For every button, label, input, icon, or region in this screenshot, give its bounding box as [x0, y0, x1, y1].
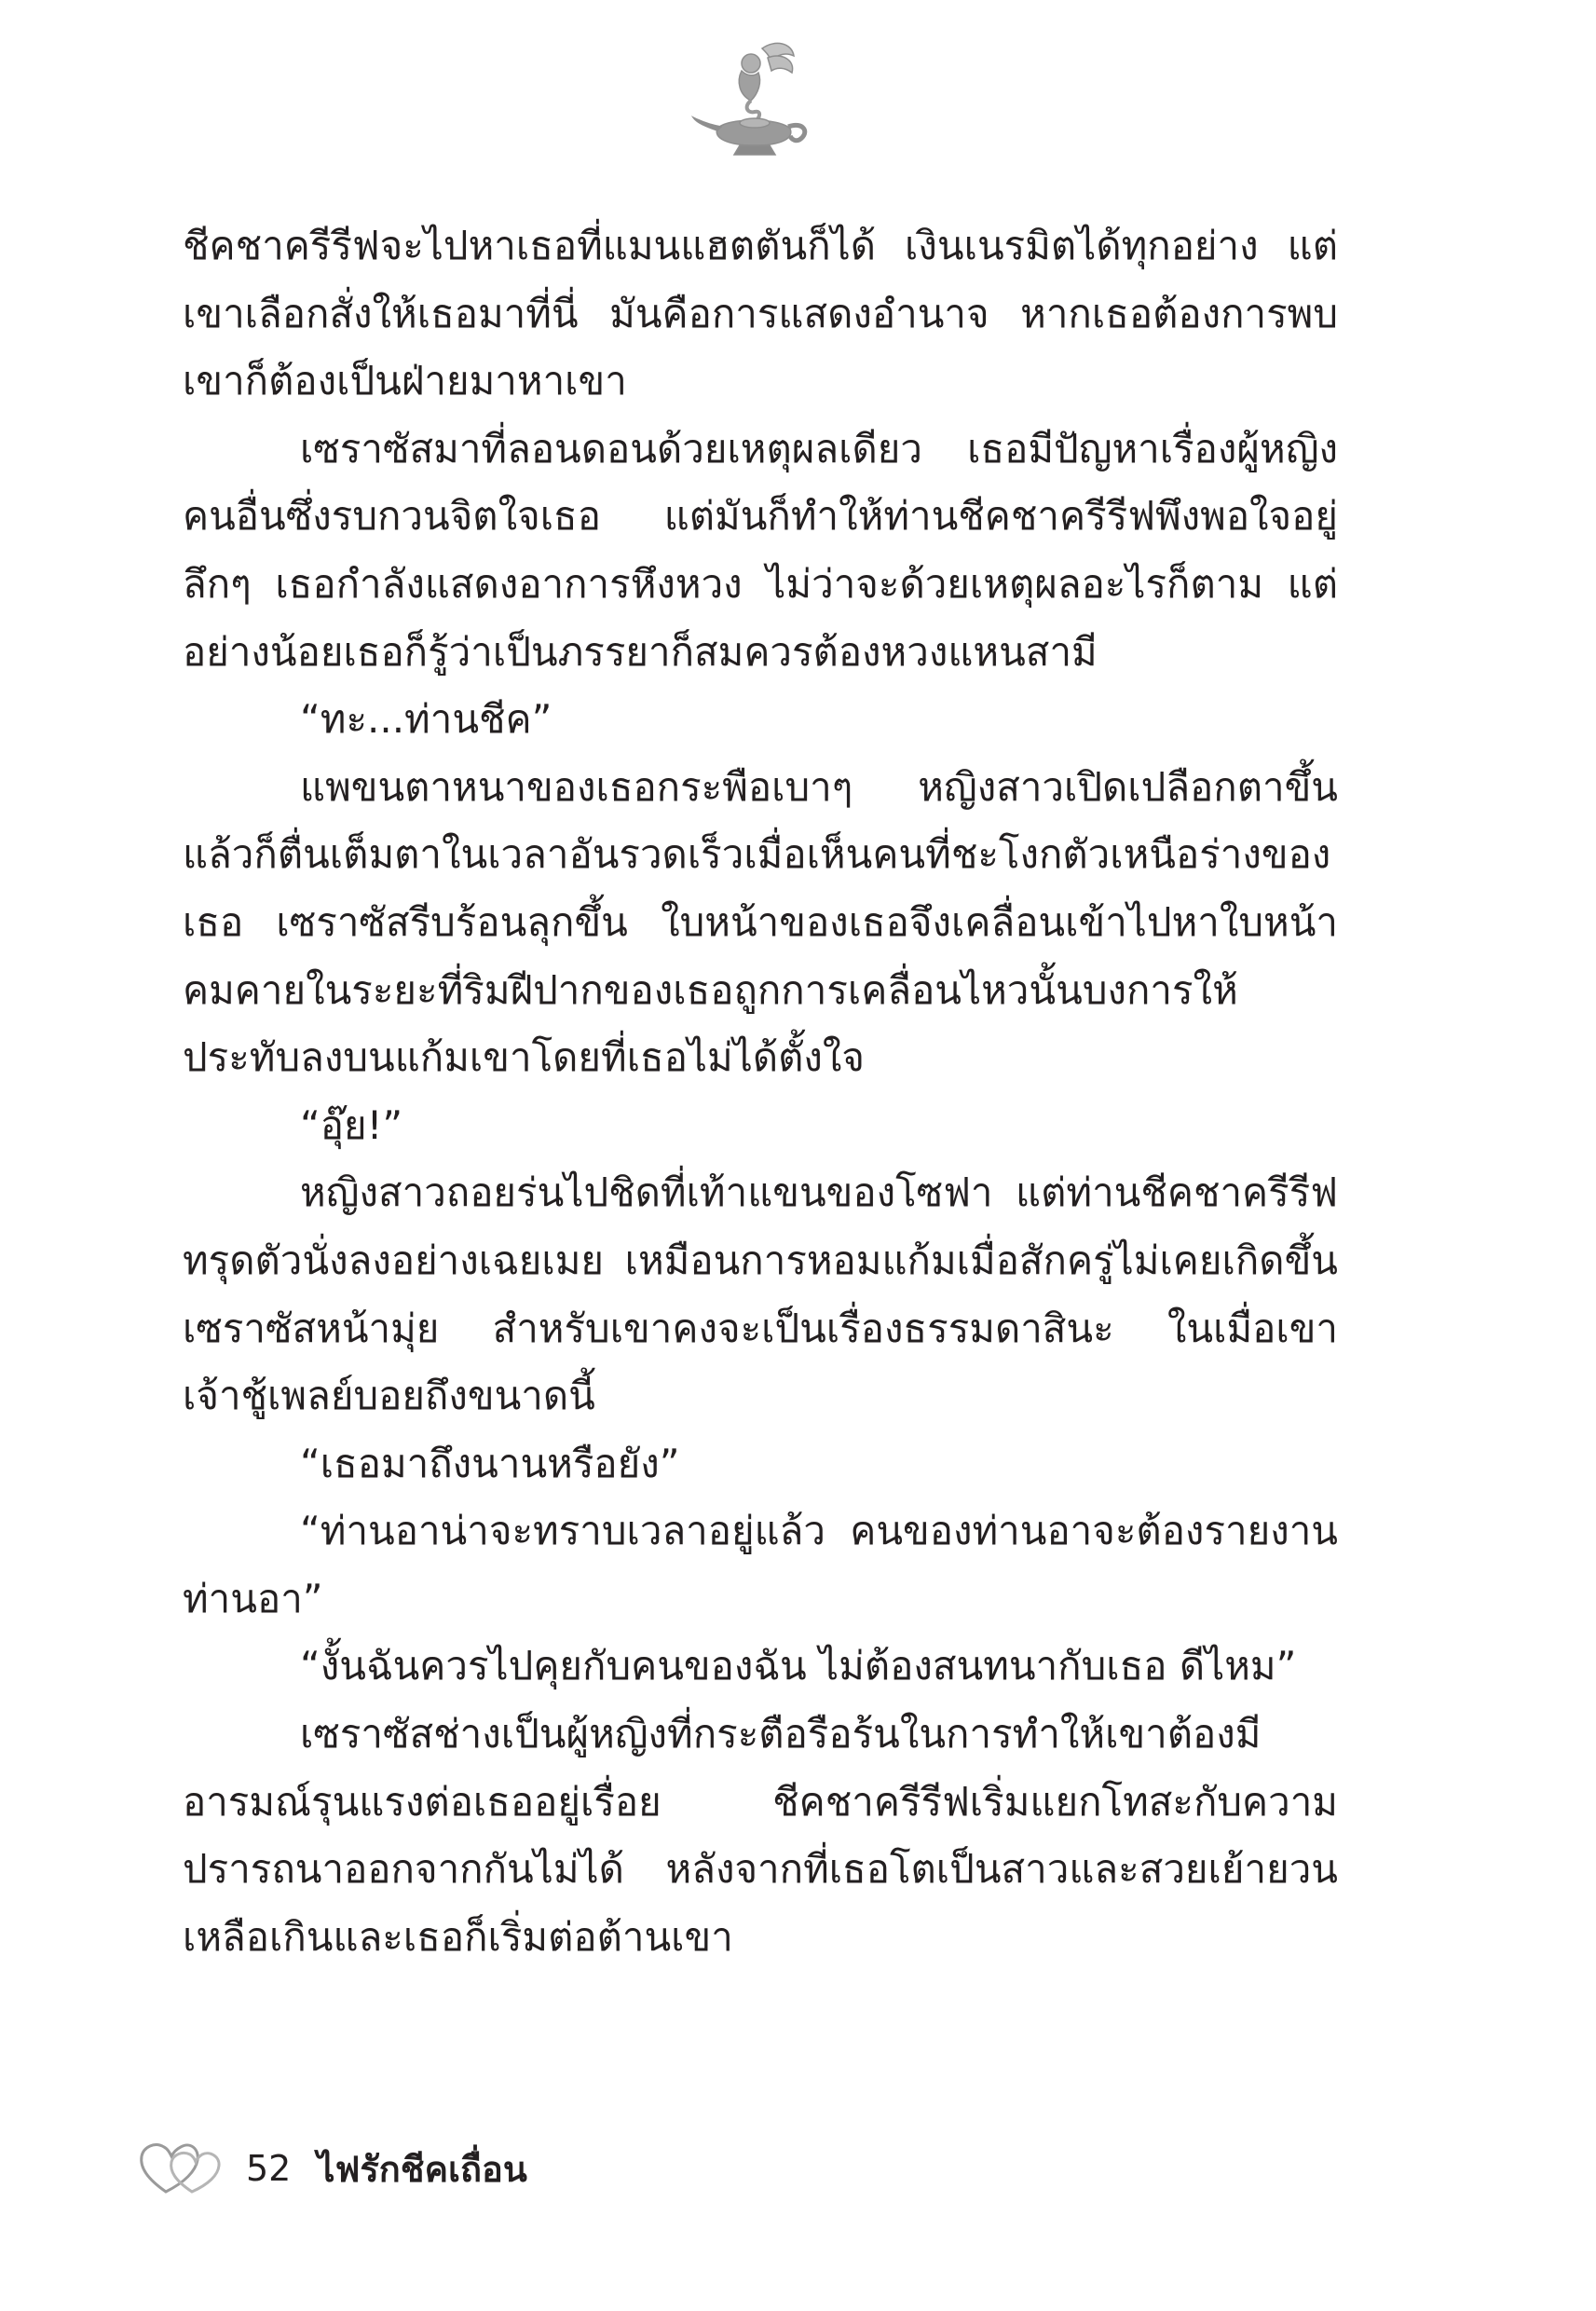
paragraph: เซราซัสช่างเป็นผู้หญิงที่กระตือรือร้นในการทำให้เขาต้องมีอารมณ์รุนแรงต่อเธออยู่เรื่อย ชีคชาครีรีฟเริ่มแยกโทสะกับความปรารถนาออกจากกันไม่ได้ หลังจากที่เธอโตเป็นสาวและสวยเย้ายวนเหลือเกินและเธอก็เริ่มต่อต้านเขา [183, 1711, 1338, 1960]
paragraph: ชีคชาครีรีฟจะไปหาเธอที่แมนแฮตตันก็ได้ เงินเนรมิตได้ทุกอย่าง แต่เขาเลือกสั่งให้เธอมาที่นี่ มันคือการแสดงอำนาจ หากเธอต้องการพบเขาก็ต้องเป็นฝ่ายมาหาเขา [183, 223, 1338, 404]
paragraph: แพขนตาหนาของเธอกระพือเบาๆ หญิงสาวเปิดเปลือกตาขึ้นแล้วก็ตื่นเต็มตาในเวลาอันรวดเร็วเมื่อเห็นคนที่ชะโงกตัวเหนือร่างของเธอ เซราซัสรีบร้อนลุกขึ้น ใบหน้าของเธอจึงเคลื่อนเข้าไปหาใบหน้าคมคายในระยะที่ริมฝีปากของเธอถูกการเคลื่อนไหวนั้นบงการให้ประทับลงบนแก้มเขาโดยที่เธอไม่ได้ตั้งใจ [183, 763, 1338, 1081]
book-title: ไฟรักชีคเถื่อน [317, 2148, 527, 2190]
dialogue-line: “ท่านอาน่าจะทราบเวลาอยู่แล้ว คนของท่านอาจะต้องรายงานท่านอา” [183, 1508, 1338, 1621]
page-footer [138, 2136, 527, 2201]
dialogue-line: “งั้นฉันควรไปคุยกับคนของฉัน ไม่ต้องสนทนากับเธอ ดีไหม” [300, 1643, 1297, 1689]
dialogue-line: “เธอมาถึงนานหรือยัง” [300, 1440, 680, 1486]
body-text [183, 212, 1338, 1971]
cupid-genie-lamp-icon [689, 39, 820, 162]
page-number: 52 [246, 2148, 292, 2189]
dialogue-line: “อุ๊ย!” [300, 1101, 403, 1148]
dialogue-line: “ทะ...ท่านชีค” [300, 696, 552, 743]
paragraph: เซราซัสมาที่ลอนดอนด้วยเหตุผลเดียว เธอมีปัญหาเรื่องผู้หญิงคนอื่นซึ่งรบกวนจิตใจเธอ แต่มันก็ทำให้ท่านชีคชาครีรีฟพึงพอใจอยู่ลึกๆ เธอกำลังแสดงอาการหึงหวง ไม่ว่าจะด้วยเหตุผลอะไรก็ตาม แต่อย่างน้อยเธอก็รู้ว่าเป็นภรรยาก็สมควรต้องหวงแหนสามี [183, 425, 1338, 675]
paragraph: หญิงสาวถอยร่นไปชิดที่เท้าแขนของโซฟา แต่ท่านชีคชาครีรีฟทรุดตัวนั่งลงอย่างเฉยเมย เหมือนการหอมแก้มเมื่อสักครู่ไม่เคยเกิดขึ้น เซราซัสหน้ามุ่ย สำหรับเขาคงจะเป็นเรื่องธรรมดาสินะ ในเมื่อเขาเจ้าชู้เพลย์บอยถึงขนาดนี้ [183, 1169, 1338, 1419]
double-heart-icon [138, 2140, 224, 2197]
